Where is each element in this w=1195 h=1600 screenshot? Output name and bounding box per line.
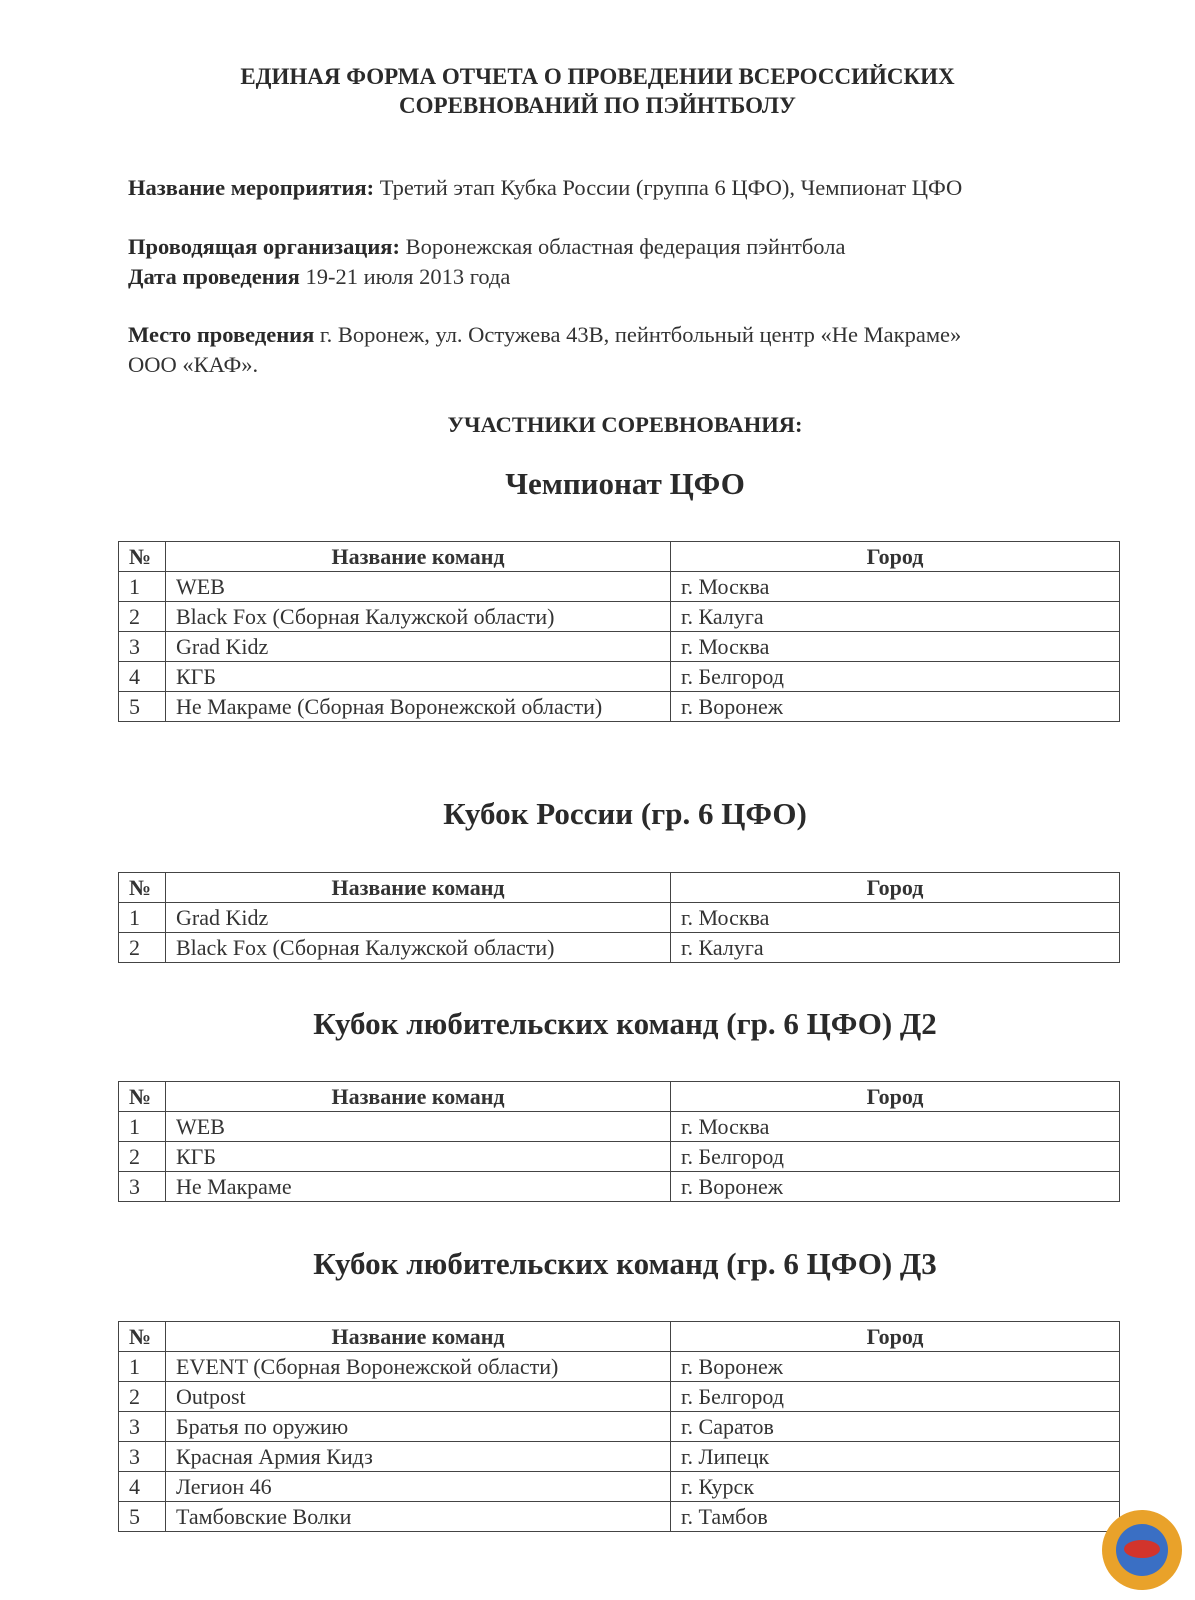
row-team: Тамбовские Волки: [166, 1502, 671, 1532]
table-header-row: [119, 542, 1120, 572]
row-team: Не Макраме: [166, 1172, 671, 1202]
header-num: №: [119, 542, 166, 572]
header-name: Название команд: [166, 542, 671, 572]
date-value: 19-21 июля 2013 года: [305, 264, 511, 289]
row-team: Outpost: [166, 1382, 671, 1412]
row-team: WEB: [166, 572, 671, 602]
participants-heading: УЧАСТНИКИ СОРЕВНОВАНИЯ:: [447, 412, 803, 437]
date-field: [128, 262, 510, 292]
section-title-amateur-d2: Кубок любительских команд (гр. 6 ЦФО) Д2: [313, 1006, 937, 1041]
row-num: 4: [119, 662, 166, 692]
row-city: г. Москва: [671, 903, 1120, 933]
event-field: [128, 173, 962, 203]
row-num: 2: [119, 1382, 166, 1412]
header-city: Город: [671, 542, 1120, 572]
row-num: 4: [119, 1472, 166, 1502]
table-row: [119, 933, 1120, 963]
row-city: г. Москва: [671, 632, 1120, 662]
row-num: 2: [119, 602, 166, 632]
section-title-amateur-d3: Кубок любительских команд (гр. 6 ЦФО) Д3: [313, 1246, 937, 1281]
venue-label: Место проведения: [128, 322, 315, 347]
table-row: [119, 1172, 1120, 1202]
row-team: Black Fox (Сборная Калужской области): [166, 933, 671, 963]
row-city: г. Курск: [671, 1472, 1120, 1502]
table-header-row: [119, 1322, 1120, 1352]
header-num: №: [119, 873, 166, 903]
table-row: [119, 1352, 1120, 1382]
header-city: Город: [671, 873, 1120, 903]
row-num: 3: [119, 1442, 166, 1472]
row-team: Красная Армия Кидз: [166, 1442, 671, 1472]
table-row: [119, 1112, 1120, 1142]
row-team: Не Макраме (Сборная Воронежской области): [166, 692, 671, 722]
header-name: Название команд: [166, 1082, 671, 1112]
row-city: г. Белгород: [671, 1142, 1120, 1172]
table-row: [119, 1142, 1120, 1172]
row-city: г. Белгород: [671, 1382, 1120, 1412]
row-num: 1: [119, 1352, 166, 1382]
row-team: Grad Kidz: [166, 903, 671, 933]
row-num: 1: [119, 903, 166, 933]
table-row: [119, 903, 1120, 933]
row-team: Black Fox (Сборная Калужской области): [166, 602, 671, 632]
row-num: 3: [119, 1172, 166, 1202]
event-label: Название мероприятия:: [128, 175, 375, 200]
table-russia-cup: [118, 872, 1120, 963]
row-num: 2: [119, 1142, 166, 1172]
table-row: [119, 1382, 1120, 1412]
table-row: [119, 662, 1120, 692]
table-row: [119, 602, 1120, 632]
header-num: №: [119, 1082, 166, 1112]
row-num: 1: [119, 572, 166, 602]
row-team: Grad Kidz: [166, 632, 671, 662]
header-num: №: [119, 1322, 166, 1352]
venue-field: [128, 320, 961, 380]
row-num: 3: [119, 632, 166, 662]
row-city: г. Саратов: [671, 1412, 1120, 1442]
row-team: КГБ: [166, 1142, 671, 1172]
row-team: Легион 46: [166, 1472, 671, 1502]
section-title-russia-cup: Кубок России (гр. 6 ЦФО): [443, 796, 807, 831]
row-city: г. Воронеж: [671, 1352, 1120, 1382]
table-row: [119, 632, 1120, 662]
row-city: г. Воронеж: [671, 692, 1120, 722]
organizer-field: [128, 232, 845, 262]
table-championship: [118, 541, 1120, 722]
header-city: Город: [671, 1082, 1120, 1112]
header-name: Название команд: [166, 1322, 671, 1352]
table-amateur-d3: [118, 1321, 1120, 1532]
row-num: 5: [119, 1502, 166, 1532]
table-row: [119, 1442, 1120, 1472]
row-city: г. Калуга: [671, 602, 1120, 632]
row-team: Братья по оружию: [166, 1412, 671, 1442]
row-num: 3: [119, 1412, 166, 1442]
row-num: 5: [119, 692, 166, 722]
venue-value-line1: г. Воронеж, ул. Остужева 43В, пейнтбольный центр «Не Макраме»: [319, 322, 962, 347]
table-row: [119, 1412, 1120, 1442]
title-line-2: СОРЕВНОВАНИЙ ПО ПЭЙНТБОЛУ: [399, 93, 796, 118]
row-city: г. Белгород: [671, 662, 1120, 692]
row-team: КГБ: [166, 662, 671, 692]
row-city: г. Москва: [671, 1112, 1120, 1142]
row-city: г. Тамбов: [671, 1502, 1120, 1532]
header-city: Город: [671, 1322, 1120, 1352]
organizer-label: Проводящая организация:: [128, 234, 400, 259]
event-value: Третий этап Кубка России (группа 6 ЦФО), Чемпионат ЦФО: [379, 175, 963, 200]
row-city: г. Липецк: [671, 1442, 1120, 1472]
row-city: г. Калуга: [671, 933, 1120, 963]
table-header-row: [119, 1082, 1120, 1112]
table-row: [119, 1472, 1120, 1502]
header-name: Название команд: [166, 873, 671, 903]
organizer-value: Воронежская областная федерация пэйнтбола: [405, 234, 846, 259]
section-title-championship: Чемпионат ЦФО: [505, 466, 745, 501]
table-row: [119, 572, 1120, 602]
table-row: [119, 1502, 1120, 1532]
document-title: [0, 62, 1195, 120]
row-team: EVENT (Сборная Воронежской области): [166, 1352, 671, 1382]
federation-seal-icon: [1102, 1510, 1182, 1590]
row-city: г. Москва: [671, 572, 1120, 602]
table-amateur-d2: [118, 1081, 1120, 1202]
row-num: 1: [119, 1112, 166, 1142]
title-line-1: ЕДИНАЯ ФОРМА ОТЧЕТА О ПРОВЕДЕНИИ ВСЕРОССИЙСКИХ: [240, 64, 955, 89]
row-team: WEB: [166, 1112, 671, 1142]
date-label: Дата проведения: [128, 264, 300, 289]
row-city: г. Воронеж: [671, 1172, 1120, 1202]
table-row: [119, 692, 1120, 722]
row-num: 2: [119, 933, 166, 963]
table-header-row: [119, 873, 1120, 903]
venue-value-line2: ООО «КАФ».: [128, 352, 259, 377]
